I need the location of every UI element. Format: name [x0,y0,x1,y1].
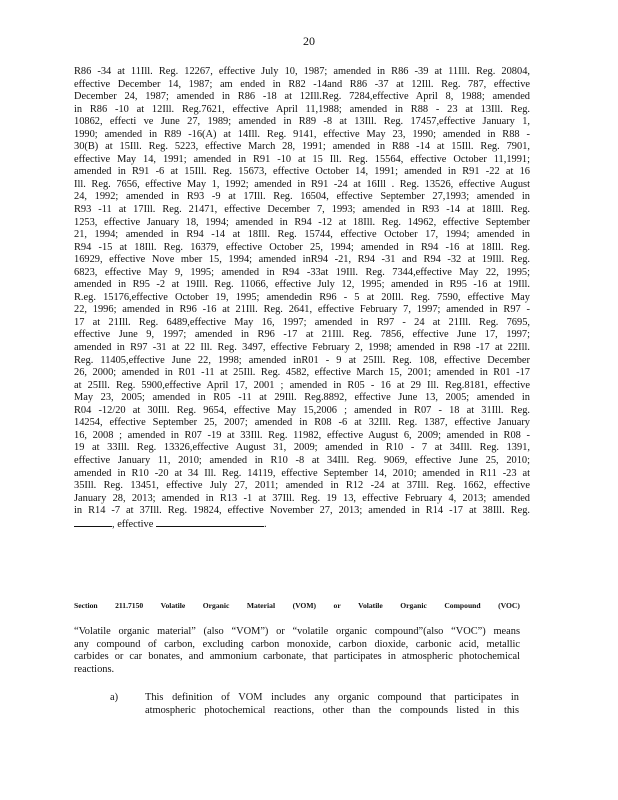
history-line: 14254, effective September 25, 2007; amended in R08 -6 at 32Ill. Reg. 1387, effective January [74,417,530,429]
history-line: 22, 1996; amended in R96 -16 at 21Ill. Reg. 2641, effective February 7, 1997; amended in R97 - [74,304,530,316]
history-line: 19 at 33Ill. Reg. 13326,effective August 31, 2009; amended in R10 - 7 at 34Ill. Reg. 1391, [74,442,530,454]
history-line: R86 -34 at 11Ill. Reg. 12267, effective July 10, 1987; amended in R86 -39 at 11Ill. Reg. 20804, [74,66,530,77]
history-line: 30(B) at 15Ill. Reg. 5223, effective March 28, 1991; amended in R88 -14 at 15Ill. Reg. 7901, [74,141,530,153]
blank-volume-line [74,518,112,527]
history-line: R93 -11 at 17Ill. Reg. 21471, effective December 7, 1993; amended in R93 -14 at 18Ill. Reg. [74,204,530,216]
history-line: effective January 11, 2010; amended in R10 -8 at 34Ill. Reg. 9069, effective June 25, 2010; [74,454,530,466]
history-line: at 25Ill. Reg. 5900,effective April 17, 2001 ; amended in R05 - 16 at 29 Ill. Reg.8181, effective [74,379,530,391]
history-end-period: . [263,518,267,530]
section-heading-word: Volatile [160,601,186,610]
section-heading-word: or [333,601,341,610]
source-history-note [74,66,530,531]
history-line: 21, 1994; amended in R94 -14 at 18Ill. Reg. 15744, effective October 17, 1994; amended in [74,229,530,241]
history-line: January 28, 2013; amended in R13 -1 at 37Ill. Reg. 19 13, effective February 4, 2013; amended [74,492,530,504]
history-line: R.eg. 15176,effective October 19, 1995; amendedin R96 - 5 at 20Ill. Reg. 7590, effective May [74,291,530,303]
section-heading-word: Section [74,601,98,610]
section-heading-word: (VOC) [498,601,520,610]
history-line: 1253, effective January 18, 1994; amended in R94 -12 at 18Ill. Reg. 14962, effective September [74,216,530,228]
section-heading [74,601,520,610]
history-line: in R86 -10 at 12Ill. Reg.7621, effective April 11,1988; amended in R88 - 23 at 13Ill. Reg. [74,103,530,115]
section-heading-word: Compound [444,601,481,610]
history-line: 17 at 21Ill. Reg. 6489,effective May 16, 1997; amended in R97 - 24 at 21Ill. Reg. 7695, [74,316,530,328]
history-line: amended in R10 -20 at 34 Ill. Reg. 14119, effective September 14, 2010; amended in R11 -23 at [74,467,530,479]
history-line: effective June 9, 1997; amended in R96 -17 at 21Ill. Reg. 7856, effective June 17, 1997; [74,329,530,341]
history-last-line [74,518,530,532]
history-line: 10862, effecti ve June 27, 1989; amended in R89 -8 at 13Ill. Reg. 17457,effective January 1, [74,116,530,128]
history-line: effective December 14, 1987; am ended in R82 -14and R86 -37 at 12Ill. Reg. 787, effective [74,78,530,90]
history-line: R04 -12/20 at 30Ill. Reg. 9654, effective May 15,2006 ; amended in R07 - 18 at 31Ill. Reg. [74,404,530,416]
history-line: R94 -15 at 18Ill. Reg. 16379, effective October 25, 1994; amended in R94 -16 at 18Ill. Reg. [74,241,530,253]
history-line: 35Ill. Reg. 13451, effective July 27, 2011; amended in R12 -24 at 37Ill. Reg. 1662, effective [74,480,530,492]
history-line: 16929, effective Nove mber 15, 1994; amended inR94 -21, R94 -31 and R94 -32 at 19Ill. Reg. [74,254,530,266]
section-heading-word: Material [246,601,276,610]
history-line: 26, 2000; amended in R01 -11 at 25Ill. Reg. 4582, effective March 15, 2001; amended in R01 -17 [74,367,530,379]
definition-line: any compound of carbon, excluding carbon monoxide, carbon dioxide, carbonic acid, metallic [74,638,520,650]
history-line: in R14 -7 at 37Ill. Reg. 19824, effective November 27, 2013; amended in R14 -17 at 38Ill. Reg. [74,505,530,517]
definition-line: “Volatile organic material” (also “VOM”) or “volatile organic compound”(also “VOC”) means [74,626,520,637]
page-number: 20 [303,34,315,48]
section-heading-word: Volatile [358,601,383,610]
section-heading-word: Organic [400,601,427,610]
subsection-label: a) [110,692,119,703]
subsection-line: atmospheric photochemical reactions, other than the compounds listed in this [145,704,519,716]
section-heading-word: Organic [202,601,230,610]
history-line: effective May 14, 1991; amended in R91 -10 at 15 Ill. Reg. 15564, effective October 11,1991; [74,153,530,165]
blank-date-line [156,518,264,527]
history-line: 6823, effective May 9, 1995; amended in R94 -33at 19Ill. Reg. 7344,effective May 22, 1995; [74,266,530,278]
history-line: amended in R95 -2 at 19Ill. Reg. 11066, effective July 12, 1995; amended in R95 -16 at 19Ill. [74,279,530,291]
history-line: 1990; amended in R89 -16(A) at 14Ill. Reg. 9141, effective May 23, 1990; amended in R88 - [74,128,530,140]
definition-line: carbides or car bonates, and ammonium carbonate, that participates in atmospheric photochemical [74,651,520,663]
history-line: Reg. 11405,effective June 22, 1998; amended inR01 - 9 at 25Ill. Reg. 108, effective December [74,354,530,366]
history-line: 24, 1992; amended in R93 -9 at 17Ill. Reg. 16504, effective September 27,1993; amended in [74,191,530,203]
history-line: December 24, 1987; amended in R86 -18 at 12Ill.Reg. 7284,effective April 8, 1988; amended [74,91,530,103]
history-line: May 23, 2005; amended in R05 -11 at 29Ill. Reg.8892, effective June 13, 2005; amended in [74,392,530,404]
definition-paragraph [74,626,520,676]
history-effective-text: , effective [112,518,154,530]
history-line: Ill. Reg. 7656, effective May 1, 1992; amended in R91 -24 at 16Ill . Reg. 13526, effective August [74,178,530,190]
history-line: 16, 2008 ; amended in R07 -19 at 33Ill. Reg. 11982, effective August 6, 2009; amended in R08 - [74,429,530,441]
history-line: amended in R97 -31 at 22 Ill. Reg. 3497, effective February 2, 1998; amended in R98 -17 at 22Ill. [74,342,530,354]
subsection-text [145,692,519,717]
subsection-line: This definition of VOM includes any organic compound that participates in [145,692,519,703]
section-heading-word: 211.7150 [115,601,144,610]
history-line: amended in R91 -6 at 15Ill. Reg. 15673, effective October 14, 1991; amended in R91 -22 at 16 [74,166,530,178]
section-heading-word: (VOM) [292,601,317,610]
definition-line: reactions. [74,663,115,675]
